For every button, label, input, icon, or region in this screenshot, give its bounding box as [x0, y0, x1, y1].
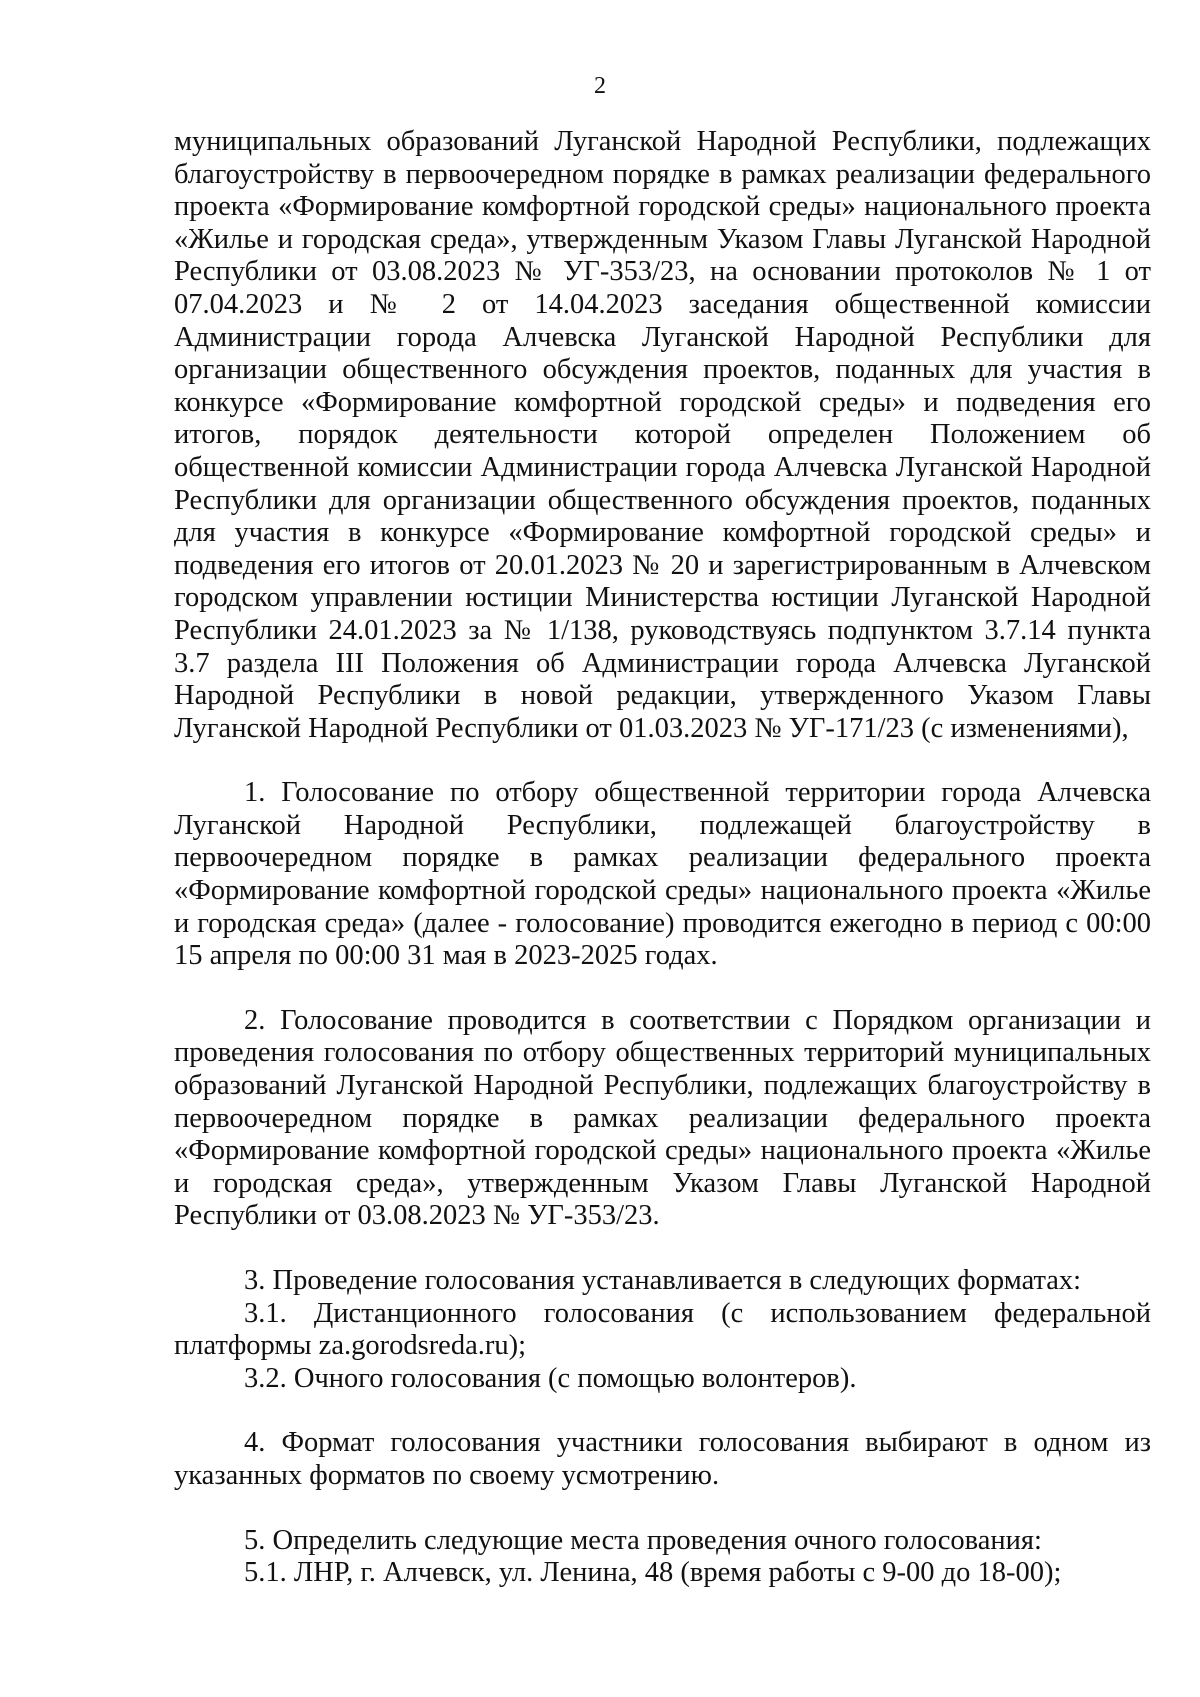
- item-3-1-paragraph: 3.1. Дистанционного голосования (с использованием федеральной платформы za.gorodsreda.ru);: [174, 1297, 1151, 1362]
- item-4-paragraph: 4. Формат голосования участники голосования выбирают в одном из указанных форматов по своему усмотрению.: [174, 1427, 1151, 1491]
- item-2-paragraph: 2. Голосование проводится в соответствии с Порядком организации и проведения голосования по отбору общественных территорий муниципальных образований Луганской Народной Республики, подлежащих благоустройству в первоочередном порядке в рамках реализации федерального проекта «Формирование комфортной городской среды» национального проекта «Жилье и городская среда», утвержденным Указом Главы Луганской Народной Республики от 03.08.2023 № УГ-353/23.: [174, 1004, 1151, 1232]
- item-3-2-paragraph: 3.2. Очного голосования (с помощью волонтеров).: [244, 1362, 857, 1394]
- item-5-1-paragraph: 5.1. ЛНР, г. Алчевск, ул. Ленина, 48 (время работы с 9-00 до 18-00);: [244, 1557, 1062, 1589]
- document-body: [174, 126, 1151, 1590]
- preamble-paragraph: муниципальных образований Луганской Народной Республики, подлежащих благоустройству в первоочередном порядке в рамках реализации федерального проекта «Формирование комфортной городской среды» национального проекта «Жилье и городская среда», утвержденным Указом Главы Луганской Народной Республики от 03.08.2023 № УГ-353/23, на основании протоколов № 1 от 07.04.2023 и № 2 от 14.04.2023 заседания общественной комиссии Администрации города Алчевска Луганской Народной Республики для организации общественного обсуждения проектов, поданных для участия в конкурсе «Формирование комфортной городской среды» и подведения его итогов, порядок деятельности которой определен Положением об общественной комиссии Администрации города Алчевска Луганской Народной Республики для организации общественного обсуждения проектов, поданных для участия в конкурсе «Формирование комфортной городской среды» и подведения его итогов от 20.01.2023 № 20 и зарегистрированным в Алчевском городском управлении юстиции Министерства юстиции Луганской Народной Республики 24.01.2023 за № 1/138, руководствуясь подпунктом 3.7.14 пункта 3.7 раздела III Положения об Администрации города Алчевска Луганской Народной Республики в новой редакции, утвержденного Указом Главы Луганской Народной Республики от 01.03.2023 № УГ-171/23 (с изменениями),: [174, 126, 1151, 744]
- item-1-paragraph: 1. Голосование по отбору общественной территории города Алчевска Луганской Народной Республики, подлежащей благоустройству в первоочередном порядке в рамках реализации федерального проекта «Формирование комфортной городской среды» национального проекта «Жилье и городская среда» (далее - голосование) проводится ежегодно в период с 00:00 15 апреля по 00:00 31 мая в 2023-2025 годах.: [174, 777, 1151, 972]
- item-5-paragraph: 5. Определить следующие места проведения очного голосования:: [244, 1524, 1042, 1556]
- page-number: 2: [594, 73, 606, 99]
- item-3-paragraph: 3. Проведение голосования устанавливается в следующих форматах:: [244, 1265, 1082, 1296]
